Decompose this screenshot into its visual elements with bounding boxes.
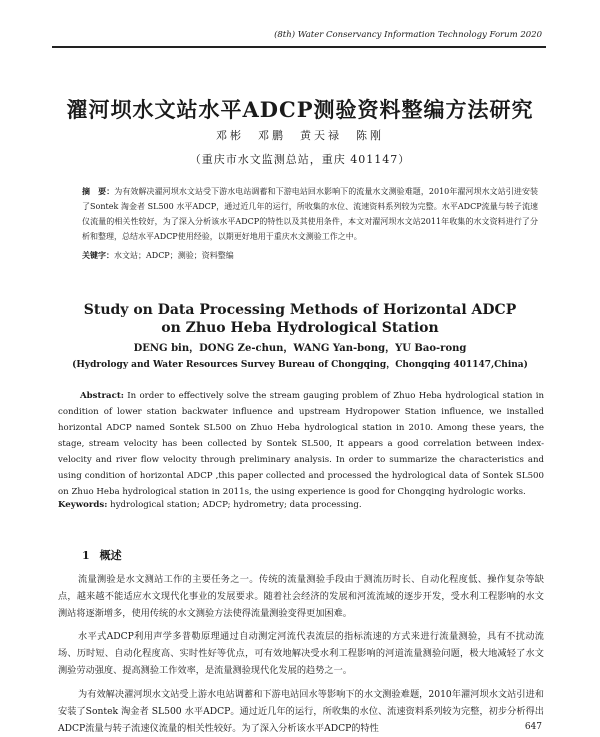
chinese-authors: 邓彬 邓鹏 黄天禄 陈刚: [216, 129, 384, 142]
english-keywords: [58, 500, 544, 510]
english-keywords-text: hydrological station; ADCP; hydrometry; data processing.: [107, 500, 362, 510]
chinese-abstract-label: 摘 要：: [82, 186, 115, 196]
section-title: 概述: [99, 549, 122, 562]
chinese-affiliation: （重庆市水文监测总站，重庆 401147）: [189, 153, 411, 166]
chinese-title: 濯河坝水文站水平ADCP测验资料整编方法研究: [66, 97, 534, 122]
conference-header: (8th) Water Conservancy Information Technology Forum 2020: [274, 30, 542, 40]
chinese-abstract: [82, 184, 538, 244]
header-rule: [52, 46, 546, 48]
english-title-line2: on Zhuo Heba Hydrological Station: [161, 320, 439, 336]
english-keywords-label: Keywords:: [58, 500, 108, 510]
english-abstract-label: Abstract:: [80, 391, 124, 401]
section-number: 1: [82, 549, 90, 562]
english-affiliation: (Hydrology and Water Resources Survey Bureau of Chongqing，Chongqing 401147,China): [72, 360, 528, 370]
english-title-line1: Study on Data Processing Methods of Horizontal ADCP: [83, 302, 517, 318]
page-number: 647: [524, 722, 542, 732]
section-heading: [82, 547, 122, 563]
english-title: [0, 301, 600, 337]
body-paragraph: 水平式ADCP利用声学多普勒原理通过自动测定河流代表流层的指标流速的方式来进行流量测验，具有不扰动流场、历时短、自动化程度高、实时性好等优点，可有效地解决受水利工程影响的河道流量测验问题，极大地减轻了水文测验劳动强度、提高测验工作效率，是流量测验现代化发展的趋势之一。: [58, 631, 544, 676]
english-abstract-text: In order to effectively solve the stream gauging problem of Zhuo Heba hydrological station in condition of lower station backwater influence and upstream Hydropower Station influence, we installed horizontal ADCP named Sontek SL500 on Zhuo Heba hydrological station in 2010. Among these years, the stage, stream velocity has been collected by Sontek SL500, It appears a good correlation between index-velocity and river flow velocity through preliminary analysis. In order to summarize the characteristics and using condition of horizontal ADCP ,this paper collected and processed the hydrological data of Sontek SL500 on Zhuo Heba hydrological station in 2011s, the using experience is good for Chongqing hydrologic works.: [58, 391, 544, 497]
chinese-keywords-label: 关键字：: [82, 250, 114, 260]
chinese-keywords: [82, 250, 538, 261]
chinese-abstract-text: 为有效解决濯河坝水文站受下游水电站调蓄和下游电站回水影响下的流量水文测验难题，2010年濯河坝水文站引进安装了Sontek 淘金者 SL500 水平ADCP，通过近几年的运行，所收集的水位、流速资料系列较为完整。水平ADCP流量与转子流速仪流量的相关性较好，为了深入分析该水平ADCP的特性以及其使用条件，本文对濯河坝水文站2011年收集的水文资料进行了分析和整理，总结水平ADCP使用经验，以期更好地用于重庆水文测验工作之中。: [82, 187, 539, 241]
english-abstract: [58, 388, 544, 500]
body-paragraph: 为有效解决濯河坝水文站受上游水电站调蓄和下游电站回水等影响下的水文测验难题，2010年濯河坝水文站引进和安装了Sontek 淘金者 SL500 水平ADCP。通过近几年的运行，所收集的水位、流速资料系列较为完整，初步分析得出ADCP流量与转子流速仪流量的相关性较好。为了深入分析该水平ADCP的特性: [58, 689, 544, 734]
english-authors: DENG bin，DONG Ze-chun，WANG Yan-bong，YU Bao-rong: [133, 343, 467, 354]
chinese-keywords-text: 水文站；ADCP；测验；资料整编: [114, 251, 234, 260]
body-paragraph: 流量测验是水文测站工作的主要任务之一。传统的流量测验手段由于测流历时长、自动化程度低、操作复杂等缺点，越来越不能适应水文现代化事业的发展要求。随着社会经济的发展和河流流域的逐步开发，受水利工程影响的水文测站将逐渐增多，使用传统的水文测验方法使得流量测验变得更加困难。: [58, 574, 544, 619]
